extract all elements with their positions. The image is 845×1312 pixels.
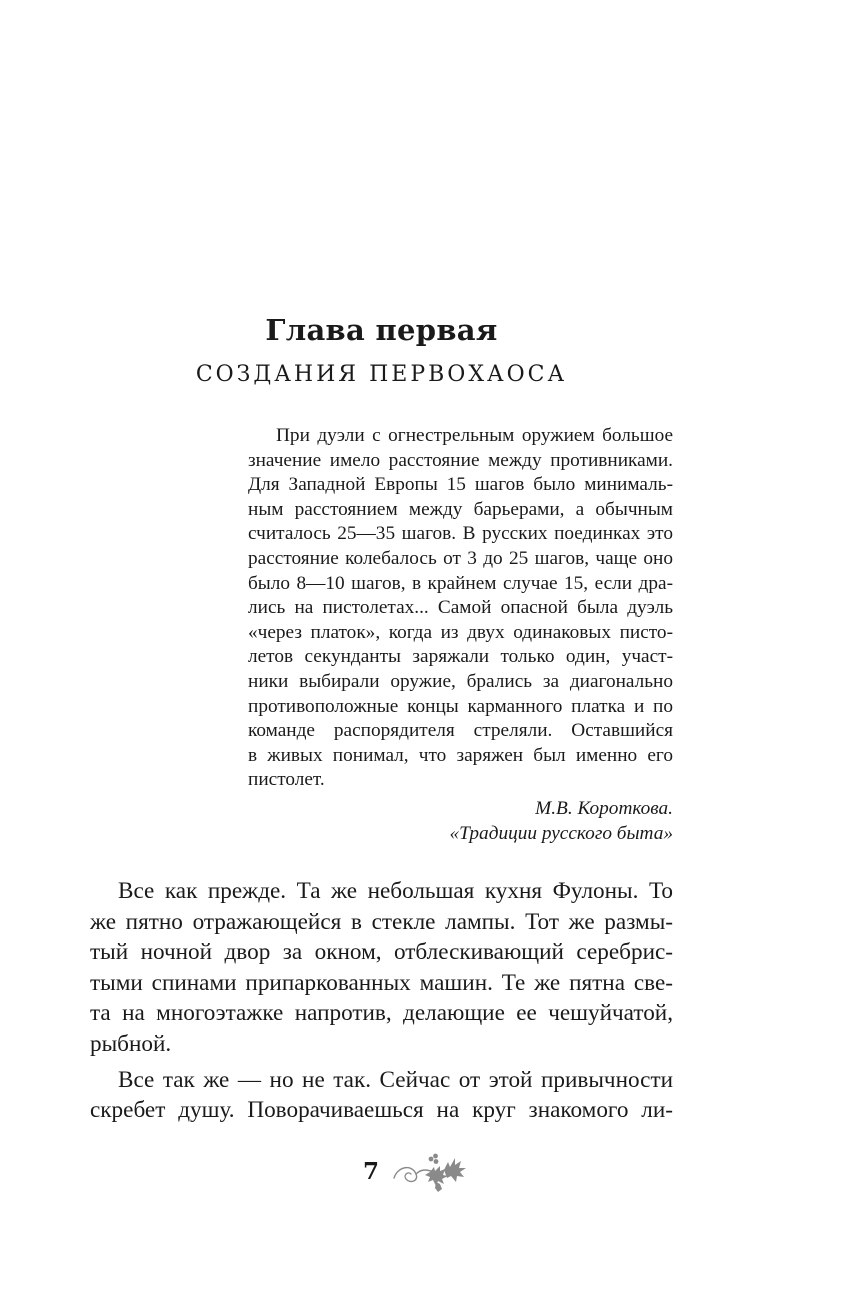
text-line: Все так же — но не так. Сейчас от этой привычности — [118, 1066, 673, 1093]
epigraph-line: ники выбирали оружие, брались за диагонально — [248, 670, 673, 692]
chapter-title: Глава первая — [265, 313, 498, 347]
text-line: тый ночной двор за окном, отблескивающий серебрис- — [90, 939, 673, 966]
text-line: та на многоэтажке напротив, делающие ее чешуйчатой, — [90, 1000, 673, 1027]
epigraph-author: М.В. Короткова. — [535, 797, 673, 819]
epigraph-line: считалось 25—35 шагов. В русских поединках это — [248, 523, 673, 545]
paragraph-2 — [90, 1065, 673, 1126]
body-text — [90, 876, 673, 1126]
epigraph-line: летов секунданты заряжали только один, участ- — [248, 646, 673, 668]
epigraph-line: расстояние колебалось от 3 до 25 шагов, чаще оно — [248, 547, 673, 569]
holly-ornament-icon — [390, 1148, 468, 1194]
epigraph-line: «через платок», когда из двух одинаковых писто- — [248, 621, 673, 643]
epigraph-line: противоположные концы карманного платка и по — [248, 695, 673, 717]
epigraph-line: При дуэли с огнестрельным оружием большое — [276, 425, 673, 446]
epigraph-line: команде распорядителя стреляли. Оставшийся — [248, 720, 673, 742]
epigraph-line: пистолет. — [248, 769, 325, 791]
epigraph-line: ным расстоянием между барьерами, а обычным — [248, 498, 673, 520]
text-line: же пятно отражающейся в стекле лампы. Тот же размы- — [90, 908, 673, 935]
epigraph-line: было 8—10 шагов, в крайнем случае 15, если дра- — [248, 572, 673, 594]
text-line: рыбной. — [90, 1030, 172, 1057]
epigraph-line: Для Западной Европы 15 шагов было минималь- — [248, 474, 673, 496]
epigraph-line: значение имело расстояние между противниками. — [248, 449, 673, 471]
text-line: Все как прежде. Та же небольшая кухня Фулоны. То — [118, 878, 673, 904]
page-number: 7 — [363, 1158, 380, 1185]
epigraph-line: в живых понимал, что заряжен был именно его — [248, 744, 673, 766]
epigraph-line: лись на пистолетах... Самой опасной была дуэль — [248, 597, 673, 619]
epigraph-source: «Традиции русского быта» — [449, 822, 673, 844]
epigraph — [248, 424, 673, 846]
text-line: скребет душу. Поворачиваешься на круг знакомого ли- — [90, 1097, 673, 1124]
paragraph-1 — [90, 876, 673, 1060]
chapter-subtitle: СОЗДАНИЯ ПЕРВОХАОСА — [195, 362, 568, 387]
text-line: тыми спинами припаркованных машин. Те же пятна све- — [90, 969, 673, 996]
